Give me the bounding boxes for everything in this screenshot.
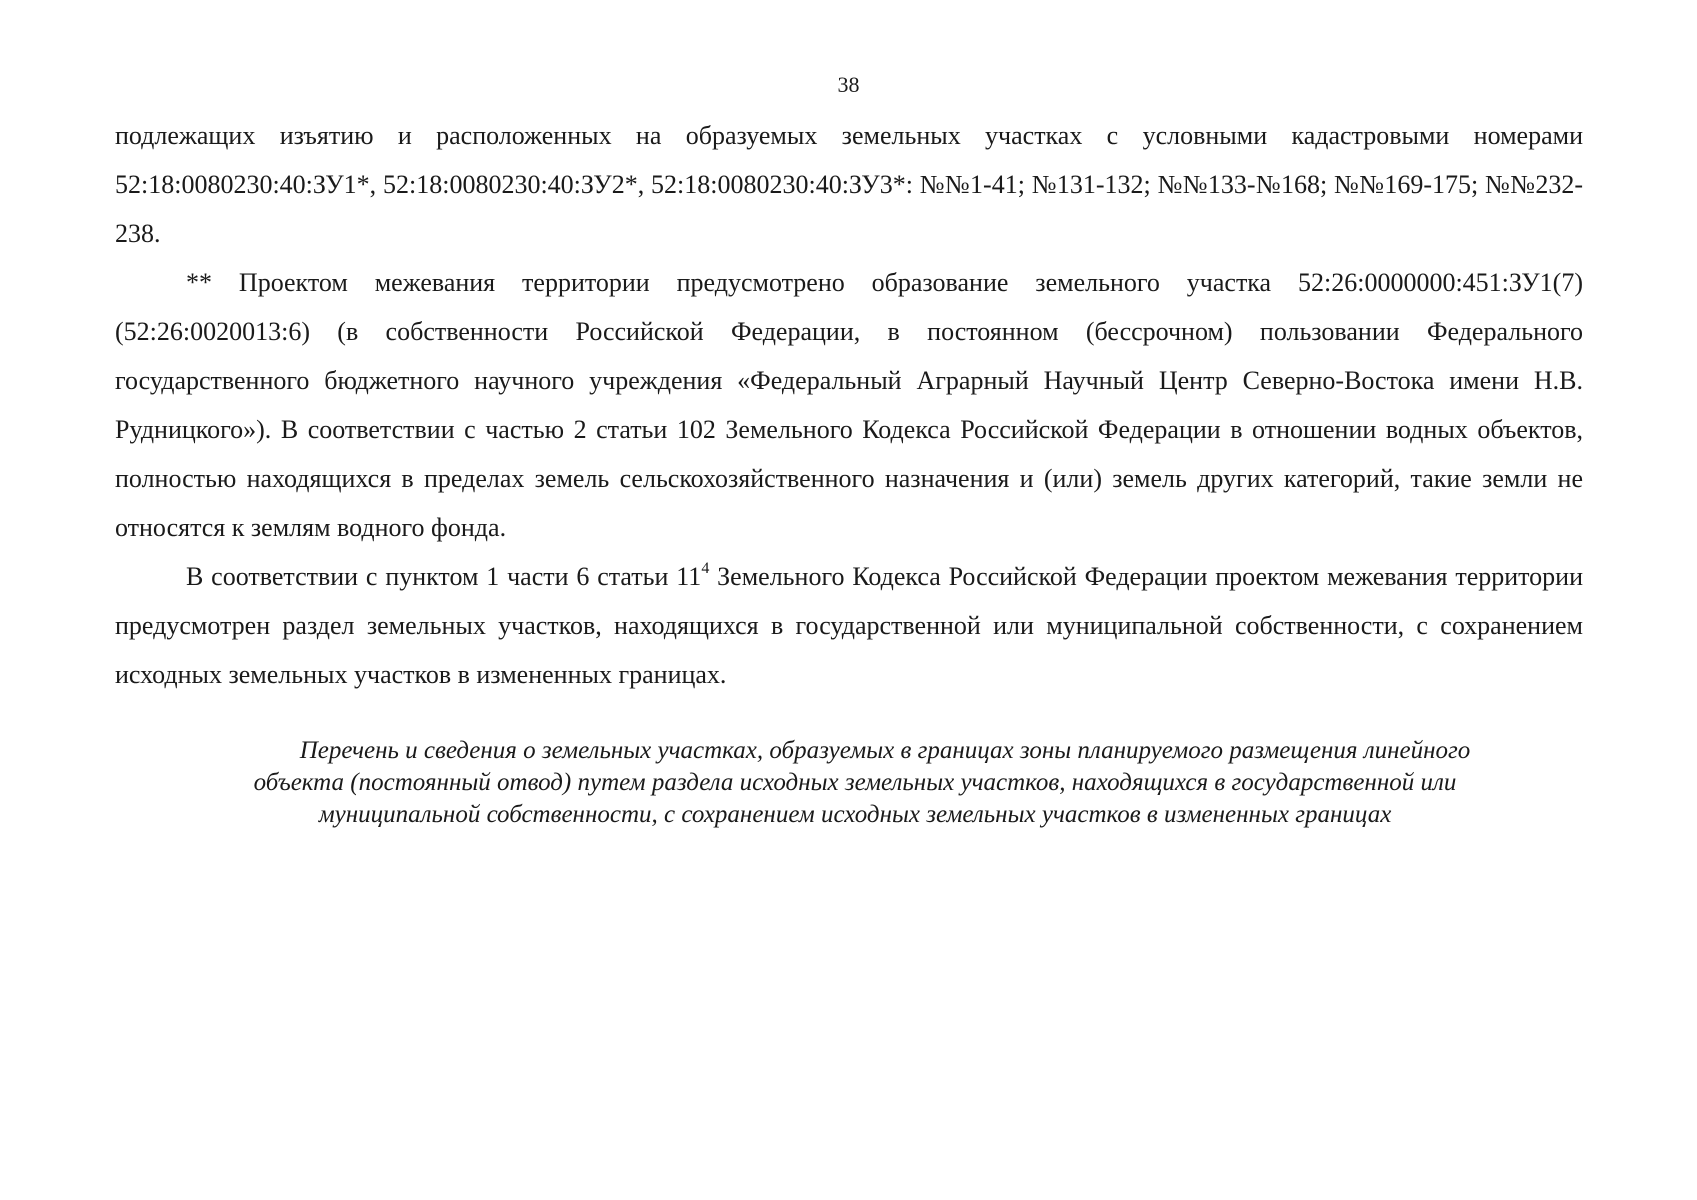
paragraph-article-reference (115, 552, 1583, 699)
caption-line: Перечень и сведения о земельных участках, образуемых в границах зоны планируемого размещения линейного (299, 737, 1471, 764)
superscript: 4 (701, 560, 710, 577)
paragraph-continuation: подлежащих изъятию и расположенных на образуемых земельных участках с условными кадастровыми номерами 52:18:0080230:40:ЗУ1*, 52:18:0080230:40:ЗУ2*, 52:18:0080230:40:ЗУ3*: №№1-41; №131-132; №№133-№168; №№169-175; №№232-238. (115, 121, 1583, 248)
paragraph-footnote: ** Проектом межевания территории предусмотрено образование земельного участка 52:26:0000000:451:ЗУ1(7) (52:26:0020013:6) (в собственности Российской Федерации, в постоянном (бессрочном) пользовании Федерального государственного бюджетного научного учреждения «Федеральный Аграрный Научный Центр Северно-Востока имени Н.В. Рудницкого»). В соответствии с частью 2 статьи 102 Земельного Кодекса Российской Федерации в отношении водных объектов, полностью находящихся в пределах земель сельскохозяйственного назначения и (или) земель других категорий, такие земли не относятся к землям водного фонда. (115, 268, 1583, 542)
section-caption (160, 735, 1550, 831)
caption-line: муниципальной собственности, с сохранением исходных земельных участков в измененных границах (318, 801, 1392, 828)
paragraph-text-start: В соответствии с пунктом 1 части 6 статьи 11 (186, 562, 702, 591)
paragraph-text-end: Земельного Кодекса Российской Федерации проектом межевания территории предусмотрен раздел земельных участков, находящихся в государственной или муниципальной собственности, с сохранением исходных земельных участков в измененных границах. (115, 562, 1584, 689)
document-body (115, 111, 1583, 699)
page-number: 38 (837, 72, 860, 97)
caption-line: объекта (постоянный отвод) путем раздела исходных земельных участков, находящихся в государственной или (253, 769, 1457, 796)
